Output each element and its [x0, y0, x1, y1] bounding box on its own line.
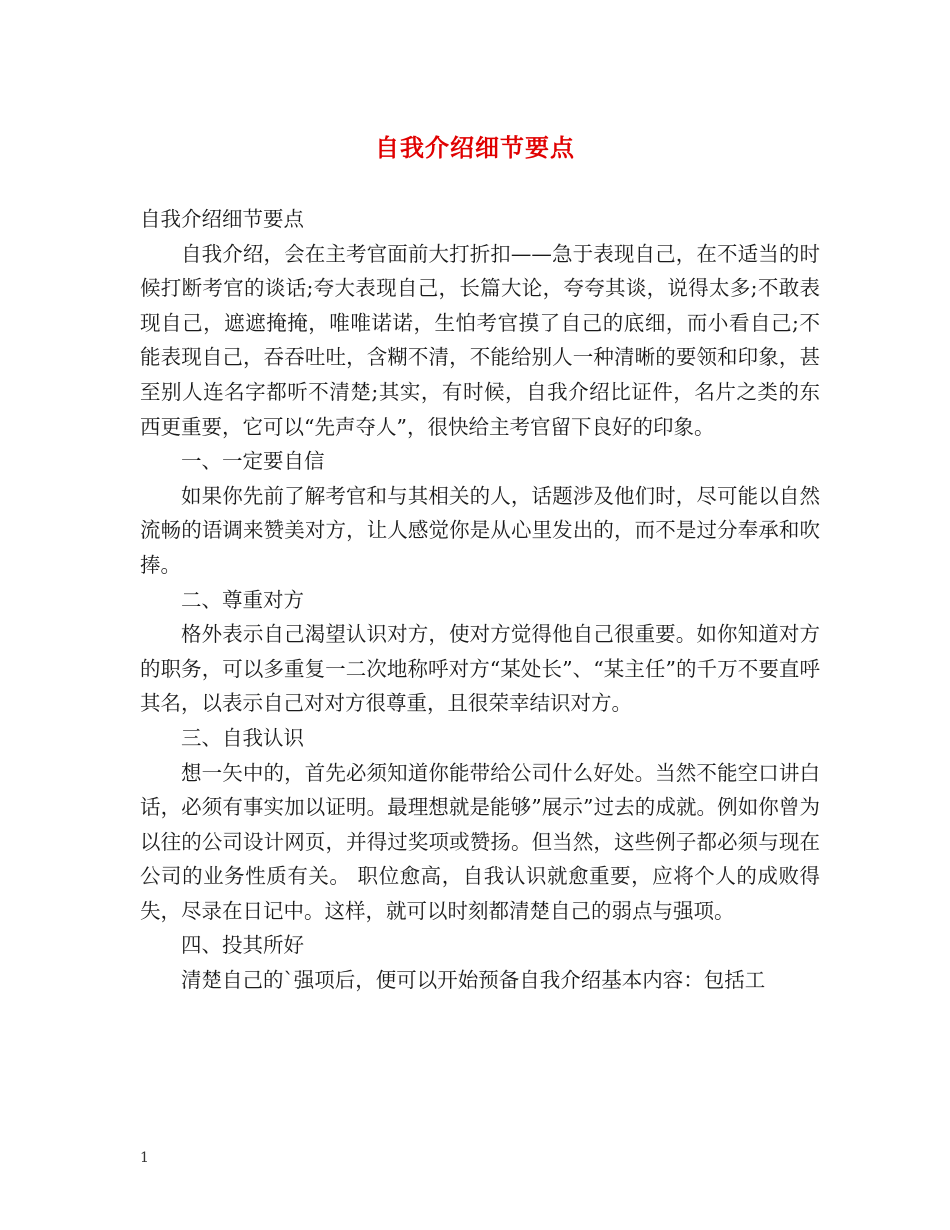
section-heading-cater: 四、投其所好 — [181, 933, 304, 958]
paragraph-heading-repeat: 自我介绍细节要点 — [140, 207, 304, 231]
section-heading-confidence: 一、一定要自信 — [181, 449, 325, 474]
section-heading-respect: 二、尊重对方 — [181, 587, 304, 612]
paragraph-intro: 自我介绍，会在主考官面前大打折扣——急于表现自己，在不适当的时候打断考官的谈话;夸大表现自己，长篇大论，夸夸其谈，说得太多;不敢表现自己，遮遮掩掩，唯唯诺诺，生怕考官摸了自己的底细，而小看自己;不能表现自己，吞吞吐吐，含糊不清，不能给别人一种清晰的要领和印象，甚至别人连名字都听不清楚;其实，有时候，自我介绍比证件，名片之类的东西更重要，它可以“先声夺人”，很快给主考官留下良好的印象。 — [140, 241, 820, 439]
section-heading-self-awareness: 三、自我认识 — [181, 725, 304, 750]
paragraph-cater: 清楚自己的`强项后，便可以开始预备自我介绍基本内容：包括工 — [181, 968, 766, 993]
paragraph-confidence: 如果你先前了解考官和与其相关的人，话题涉及他们时，尽可能以自然流畅的语调来赞美对方，让人感觉你是从心里发出的，而不是过分奉承和吹捧。 — [140, 483, 820, 577]
document-body — [140, 202, 820, 998]
paragraph-respect: 格外表示自己渴望认识对方，使对方觉得他自己很重要。如你知道对方的职务，可以多重复一二次地称呼对方“某处长”、“某主任”的千万不要直呼其名，以表示自己对对方很尊重，且很荣幸结识对方。 — [140, 622, 820, 716]
paragraph-self-awareness: 想一矢中的，首先必须知道你能带给公司什么好处。当然不能空口讲白话，必须有事实加以证明。最理想就是能够”展示”过去的成就。例如你曾为以往的公司设计网页，并得过奖项或赞扬。但当然，这些例子都必须与现在公司的业务性质有关。 职位愈高，自我认识就愈重要，应将个人的成败得失，尽录在日记中。这样，就可以时刻都清楚自己的弱点与强项。 — [140, 760, 820, 923]
document-title: 自我介绍细节要点 — [375, 133, 575, 162]
page-number: 1 — [140, 1150, 149, 1166]
